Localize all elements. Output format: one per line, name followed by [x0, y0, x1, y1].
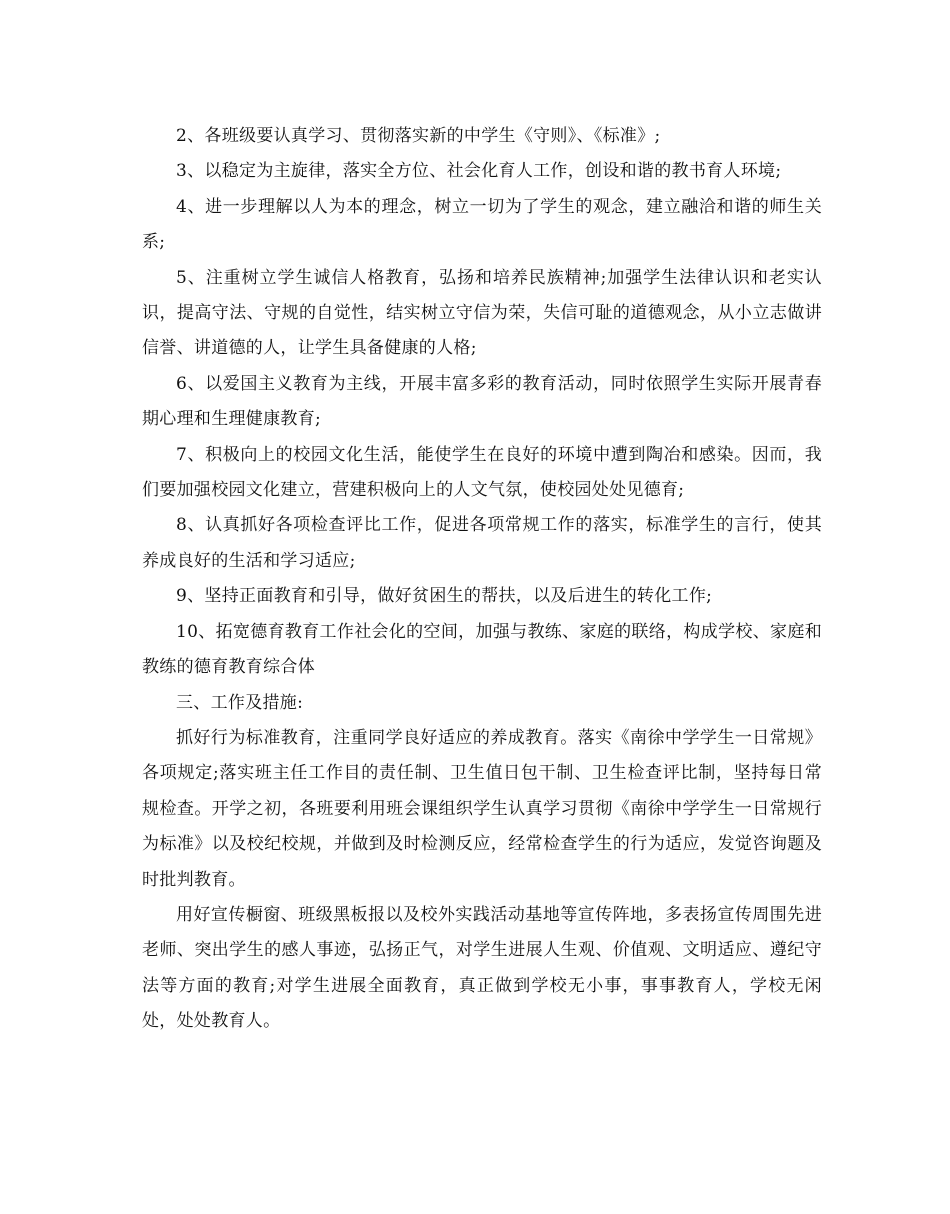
paragraph-item-2: 2、各班级要认真学习、贯彻落实新的中学生《守则》、《标准》; — [176, 126, 661, 146]
paragraph-item-8: 8、认真抓好各项检查评比工作，促进各项常规工作的落实，标准学生的言行，使其养成良好的生活和学习适应; — [142, 515, 822, 571]
paragraph-measures-1: 抓好行为标准教育，注重同学良好适应的养成教育。落实《南徐中学学生一日常规》各项规定;落实班主任工作目的责任制、卫生值日包干制、卫生检查评比制，坚持每日常规检查。开学之初，各班要利用班会课组织学生认真学习贯彻《南徐中学学生一日常规行为标准》以及校纪校规，并做到及时检测反应，经常检查学生的行为适应，发觉咨询题及时批判教育。 — [142, 727, 822, 890]
paragraph-item-7: 7、积极向上的校园文化生活，能使学生在良好的环境中遭到陶冶和感染。因而，我们要加强校园文化建立，营建积极向上的人文气氛，使校园处处见德育; — [142, 444, 822, 501]
paragraph-item-5: 5、注重树立学生诚信人格教育，弘扬和培养民族精神;加强学生法律认识和老实认识，提高守法、守规的自觉性，结实树立守信为荣，失信可耻的道德观念，从小立志做讲信誉、讲道德的人，让学生具备健康的人格; — [142, 267, 822, 359]
paragraph-item-9: 9、坚持正面教育和引导，做好贫困生的帮扶，以及后进生的转化工作; — [176, 586, 713, 607]
paragraph-item-6: 6、以爱国主义教育为主线，开展丰富多彩的教育活动，同时依照学生实际开展青春期心理和生理健康教育; — [142, 373, 822, 430]
document-body — [142, 119, 822, 1040]
section-heading: 三、工作及措施: — [176, 692, 304, 713]
paragraph-item-3: 3、以稳定为主旋律，落实全方位、社会化育人工作，创设和谐的教书育人环境; — [176, 161, 782, 182]
paragraph-measures-2: 用好宣传橱窗、班级黑板报以及校外实践活动基地等宣传阵地，多表扬宣传周围先进老师、突出学生的感人事迹，弘扬正气，对学生进展人生观、价值观、文明适应、遵纪守法等方面的教育;对学生进展全面教育，真正做到学校无小事，事事教育人，学校无闲处，处处教育人。 — [142, 904, 822, 1032]
paragraph-item-10: 10、拓宽德育教育工作社会化的空间，加强与教练、家庭的联络，构成学校、家庭和教练的德育教育综合体 — [142, 621, 822, 678]
paragraph-item-4: 4、进一步理解以人为本的理念，树立一切为了学生的观念，建立融洽和谐的师生关系; — [142, 196, 822, 253]
